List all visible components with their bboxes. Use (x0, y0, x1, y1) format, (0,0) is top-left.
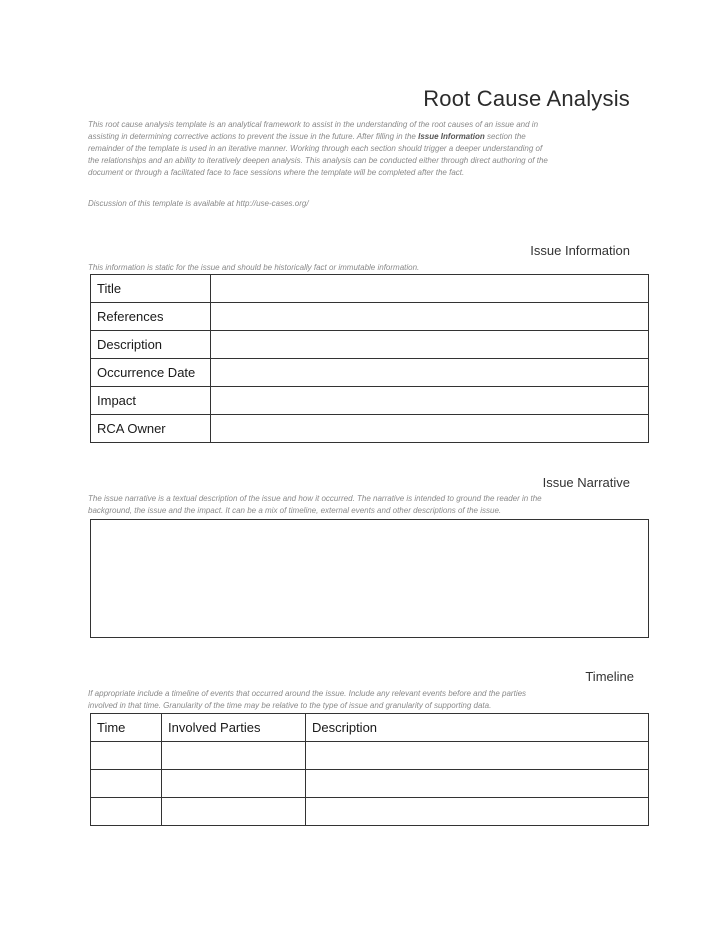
issue-narrative-note-line-1: The issue narrative is a textual description of the issue and how it occurred. The narrative is intended to ground the reader in the (88, 494, 542, 503)
timeline-heading: Timeline (585, 669, 634, 684)
issue-narrative-heading: Issue Narrative (542, 475, 630, 490)
issue-information-note: This information is static for the issue and should be historically fact or immutable information. (88, 263, 420, 272)
timeline-header-row (91, 714, 649, 742)
timeline-cell-description[interactable] (306, 798, 649, 826)
issue-row-references (91, 303, 649, 331)
timeline-cell-time[interactable] (91, 798, 162, 826)
issue-field-value[interactable] (211, 275, 649, 303)
issue-row-rca-owner (91, 415, 649, 443)
issue-row-title (91, 275, 649, 303)
timeline-cell-involved-parties[interactable] (162, 798, 306, 826)
discussion-link-line: Discussion of this template is available at http://use-cases.org/ (88, 199, 309, 208)
timeline-cell-involved-parties[interactable] (162, 742, 306, 770)
timeline-row (91, 798, 649, 826)
timeline-cell-time[interactable] (91, 742, 162, 770)
intro-line-2 (88, 131, 638, 144)
timeline-column-description: Description (306, 714, 649, 742)
timeline-row (91, 770, 649, 798)
issue-field-value[interactable] (211, 303, 649, 331)
issue-field-value[interactable] (211, 359, 649, 387)
issue-row-occurrence-date (91, 359, 649, 387)
timeline-note-line-1: If appropriate include a timeline of events that occurred around the issue. Include any relevant events before and the parties (88, 689, 527, 698)
issue-field-label: Impact (91, 387, 211, 415)
issue-field-label: Description (91, 331, 211, 359)
issue-row-description (91, 331, 649, 359)
page-title: Root Cause Analysis (423, 86, 630, 111)
timeline-cell-involved-parties[interactable] (162, 770, 306, 798)
timeline-row (91, 742, 649, 770)
intro-line-2-text-b: section the (487, 132, 526, 141)
timeline-note-line-2: involved in that time. Granularity of the time may be relative to the type of issue and granularity of supporting data. (88, 701, 492, 710)
intro-line-3: remainder of the template is used in an iterative manner. Working through each section should trigger a deeper understanding of (88, 144, 543, 153)
issue-information-table (90, 274, 649, 443)
issue-field-value[interactable] (211, 415, 649, 443)
issue-field-label: RCA Owner (91, 415, 211, 443)
intro-line-1: This root cause analysis template is an analytical framework to assist in the understanding of the root causes of an issue and in (88, 120, 539, 129)
issue-field-label: Occurrence Date (91, 359, 211, 387)
issue-narrative-box[interactable] (90, 519, 649, 638)
timeline-column-involved-parties: Involved Parties (162, 714, 306, 742)
issue-field-label: References (91, 303, 211, 331)
intro-line-4: the relationships and an ability to iteratively deepen analysis. This analysis can be conducted either through direct authoring of the (88, 156, 548, 165)
intro-bold-issue-information: Issue Information (418, 132, 485, 141)
timeline-cell-description[interactable] (306, 770, 649, 798)
intro-line-5: document or through a facilitated face to face sessions where the template will be completed after the fact. (88, 168, 465, 177)
issue-field-value[interactable] (211, 387, 649, 415)
timeline-column-time: Time (91, 714, 162, 742)
timeline-table (90, 713, 649, 826)
intro-line-2-text-a: assisting in determining corrective actions to prevent the issue in the future. After filling in the (88, 132, 416, 141)
issue-row-impact (91, 387, 649, 415)
issue-field-value[interactable] (211, 331, 649, 359)
issue-narrative-note-line-2: background, the issue and the impact. It can be a mix of timeline, external events and other descriptions of the issue. (88, 506, 502, 515)
issue-information-heading: Issue Information (530, 243, 630, 258)
issue-field-label: Title (91, 275, 211, 303)
timeline-cell-time[interactable] (91, 770, 162, 798)
timeline-cell-description[interactable] (306, 742, 649, 770)
